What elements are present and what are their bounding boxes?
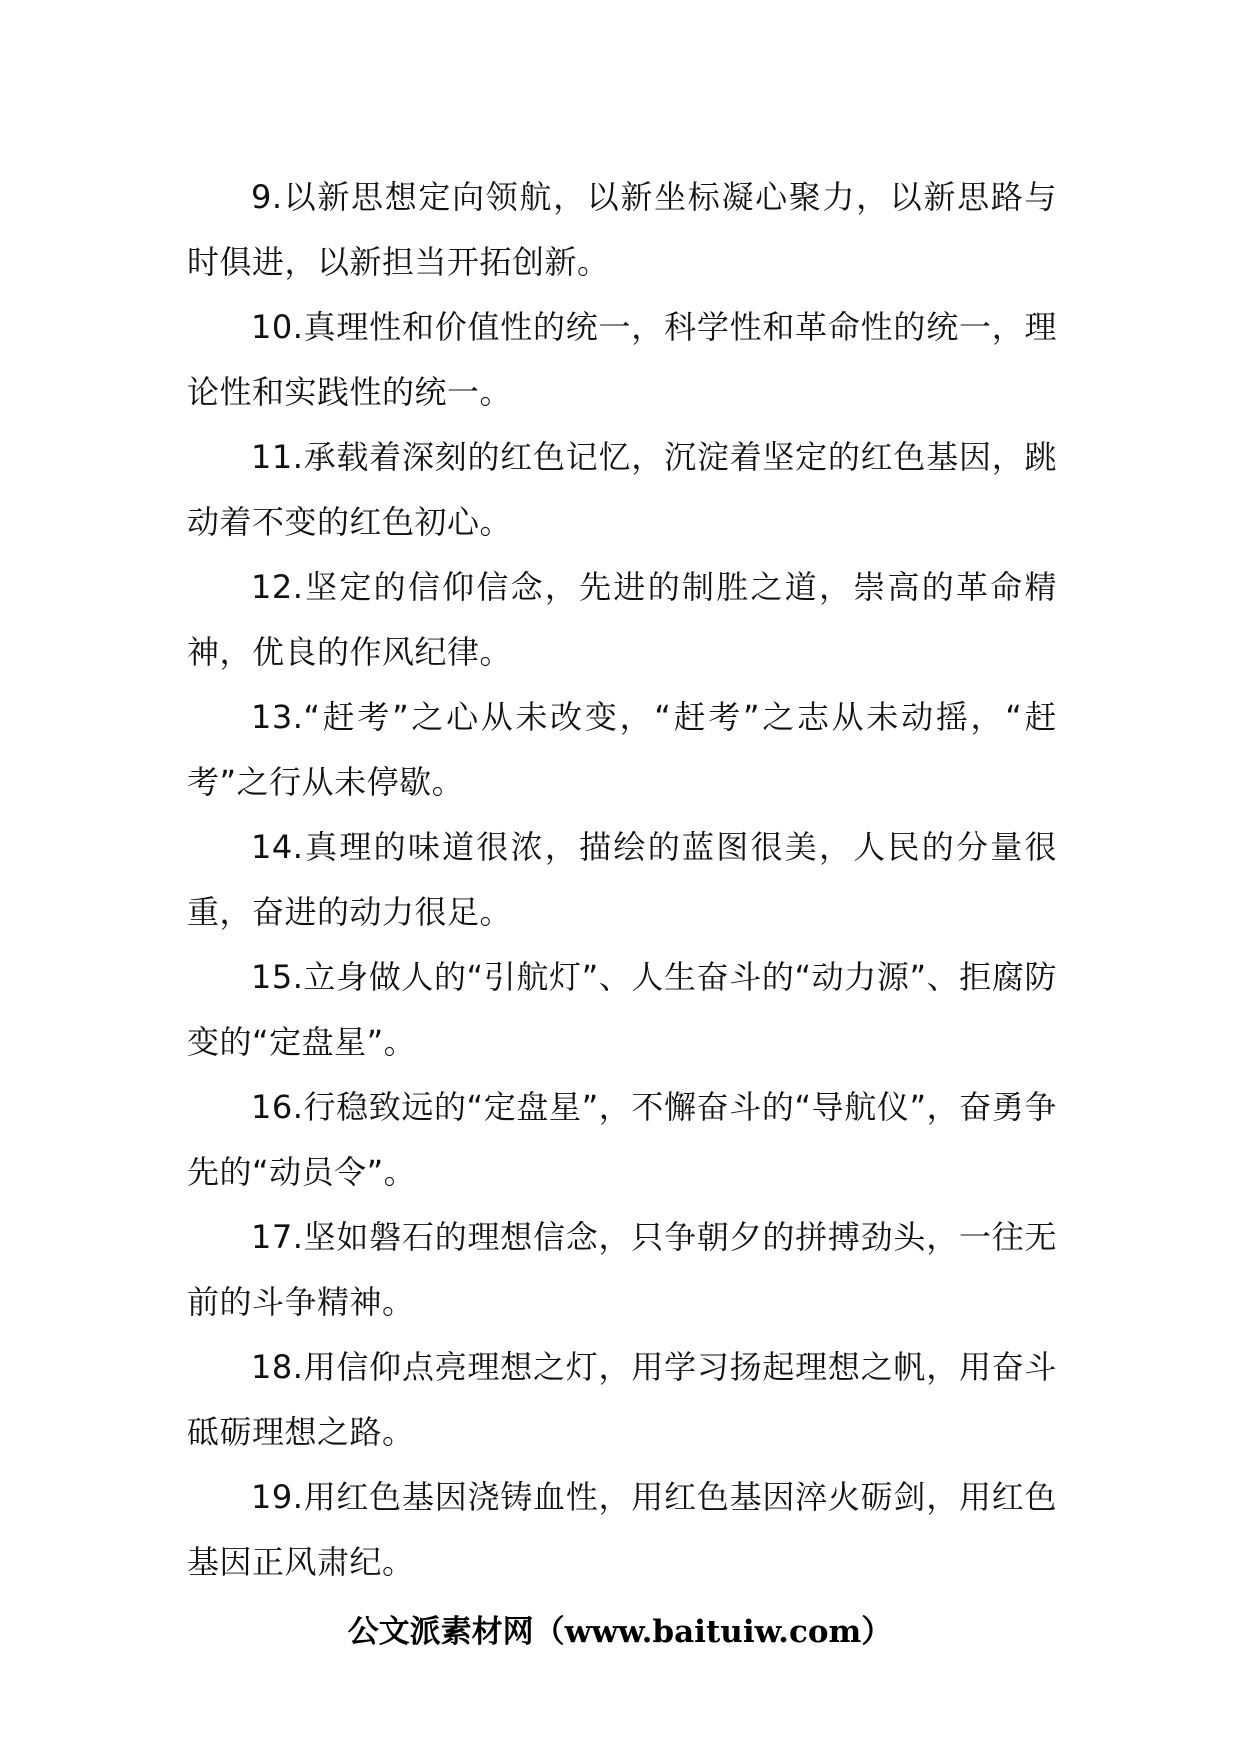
footer-source: 公文派素材网（www.baituiw.com） [347,1614,893,1650]
paragraph-18: 18.用信仰点亮理想之灯，用学习扬起理想之帆，用奋斗砥砺理想之路。 [187,1348,1057,1451]
document-body [187,165,1057,1595]
paragraph-16: 16.行稳致远的“定盘星”，不懈奋斗的“导航仪”，奋勇争先的“动员令”。 [187,1088,1057,1191]
paragraph-9: 9.以新思想定向领航，以新坐标凝心聚力，以新思路与时俱进，以新担当开拓创新。 [187,178,1057,281]
paragraph-13: 13.“赶考”之心从未改变，“赶考”之志从未动摇，“赶考”之行从未停歇。 [187,698,1057,801]
paragraph-19: 19.用红色基因浇铸血性，用红色基因淬火砺剑，用红色基因正风肃纪。 [187,1478,1057,1581]
paragraph-12: 12.坚定的信仰信念，先进的制胜之道，崇高的革命精神，优良的作风纪律。 [187,568,1057,671]
paragraph-10: 10.真理性和价值性的统一，科学性和革命性的统一，理论性和实践性的统一。 [187,308,1057,411]
paragraph-11: 11.承载着深刻的红色记忆，沉淀着坚定的红色基因，跳动着不变的红色初心。 [187,438,1057,541]
paragraph-14: 14.真理的味道很浓，描绘的蓝图很美，人民的分量很重，奋进的动力很足。 [187,828,1057,931]
paragraph-15: 15.立身做人的“引航灯”、人生奋斗的“动力源”、拒腐防变的“定盘星”。 [187,958,1057,1061]
paragraph-17: 17.坚如磐石的理想信念，只争朝夕的拼搏劲头，一往无前的斗争精神。 [187,1218,1057,1321]
